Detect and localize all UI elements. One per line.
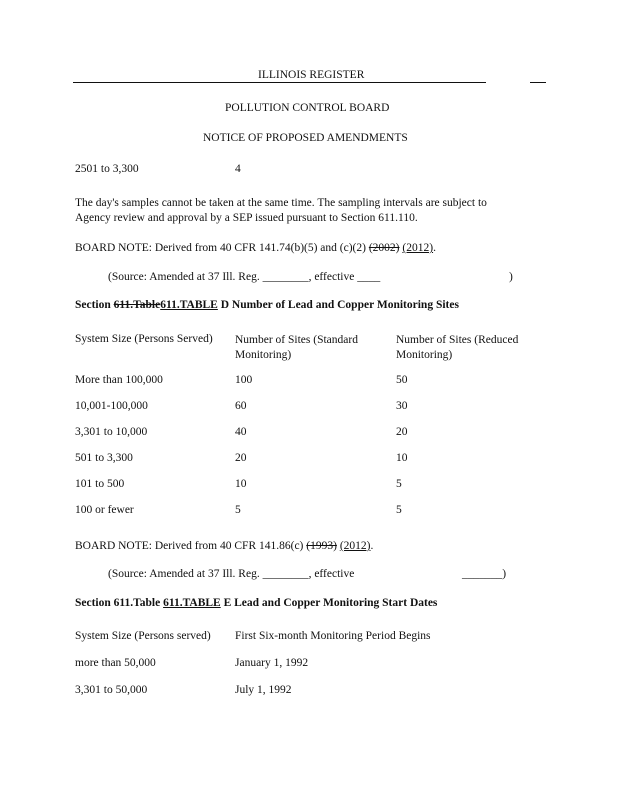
board-note-2 bbox=[75, 540, 373, 552]
table-cell: more than 50,000 bbox=[75, 657, 156, 669]
table-cell: 10 bbox=[396, 452, 408, 464]
table-cell: 50 bbox=[396, 374, 408, 386]
board-note-1-suffix: . bbox=[433, 242, 436, 254]
agency-title: POLLUTION CONTROL BOARD bbox=[225, 102, 390, 114]
table-e-header-size: System Size (Persons served) bbox=[75, 630, 211, 642]
table-d-header-size: System Size (Persons Served) bbox=[75, 333, 213, 345]
section-d-heading bbox=[75, 299, 459, 311]
section-e-prefix: Section 611.Table bbox=[75, 597, 164, 609]
board-note-2-suffix: . bbox=[370, 540, 374, 552]
table-d-header-reduced: Number of Sites (Reduced Monitoring) bbox=[396, 334, 519, 361]
section-d-letter: D bbox=[217, 299, 230, 311]
table-e-header bbox=[75, 630, 555, 660]
table-e-header-period: First Six-month Monitoring Period Begins bbox=[235, 630, 431, 642]
board-note-1-text: BOARD NOTE: Derived from 40 CFR 141.74(b)(5) and (c)(2) bbox=[75, 242, 369, 254]
notice-title: NOTICE OF PROPOSED AMENDMENTS bbox=[203, 132, 408, 144]
section-d-title: Number of Lead and Copper Monitoring Sites bbox=[229, 299, 459, 311]
source-2: (Source: Amended at 37 Ill. Reg. ________, effective bbox=[108, 568, 355, 580]
board-note-2-text: BOARD NOTE: Derived from 40 CFR 141.86(c) bbox=[75, 540, 307, 552]
header-rule-right bbox=[530, 82, 546, 83]
continued-value: 4 bbox=[235, 163, 241, 175]
table-row bbox=[75, 684, 555, 714]
table-cell: 20 bbox=[396, 426, 408, 438]
section-d-prefix: Section bbox=[75, 299, 114, 311]
table-cell: January 1, 1992 bbox=[235, 657, 309, 669]
source-1-end: ) bbox=[509, 271, 513, 283]
table-cell: 10,001-100,000 bbox=[75, 400, 148, 412]
board-note-1 bbox=[75, 242, 436, 254]
continued-size: 2501 to 3,300 bbox=[75, 163, 139, 175]
section-d-inserted: 611.TABLE bbox=[160, 299, 218, 311]
table-cell: 10 bbox=[235, 478, 247, 490]
table-cell: 40 bbox=[235, 426, 247, 438]
board-note-2-inserted: (2012) bbox=[339, 540, 371, 552]
board-note-1-inserted: (2012) bbox=[402, 242, 434, 254]
board-note-1-struck: (2002) bbox=[368, 242, 400, 254]
table-cell: 5 bbox=[396, 478, 402, 490]
table-cell: July 1, 1992 bbox=[235, 684, 292, 696]
table-row bbox=[75, 504, 555, 534]
table-cell: 30 bbox=[396, 400, 408, 412]
table-cell: 3,301 to 10,000 bbox=[75, 426, 148, 438]
section-d-struck: 611.Table bbox=[113, 299, 161, 311]
table-cell: 100 or fewer bbox=[75, 504, 134, 516]
table-cell: 501 to 3,300 bbox=[75, 452, 133, 464]
section-e-letter: E bbox=[220, 597, 232, 609]
table-d-header bbox=[75, 333, 555, 363]
table-cell: More than 100,000 bbox=[75, 374, 163, 386]
table-cell: 20 bbox=[235, 452, 247, 464]
table-d-header-standard: Number of Sites (Standard Monitoring) bbox=[235, 334, 358, 361]
table-cell: 5 bbox=[235, 504, 241, 516]
section-e-title: Lead and Copper Monitoring Start Dates bbox=[231, 597, 438, 609]
table-cell: 5 bbox=[396, 504, 402, 516]
source-1: (Source: Amended at 37 Ill. Reg. ________, effective ____ bbox=[108, 271, 381, 283]
table-cell: 3,301 to 50,000 bbox=[75, 684, 148, 696]
table-cell: 60 bbox=[235, 400, 247, 412]
section-e-heading bbox=[75, 597, 437, 609]
register-title: ILLINOIS REGISTER bbox=[258, 69, 365, 81]
table-cell: 100 bbox=[235, 374, 253, 386]
section-e-inserted: 611.TABLE bbox=[163, 597, 221, 609]
header-rule bbox=[73, 82, 486, 83]
table-row bbox=[75, 657, 555, 687]
table-cell: 101 to 500 bbox=[75, 478, 125, 490]
board-note-2-struck: (1993) bbox=[306, 540, 337, 552]
paragraph-line1: The day's samples cannot be taken at the same time. The sampling intervals are subject to bbox=[75, 197, 487, 209]
source-2-end: _______) bbox=[462, 568, 507, 580]
paragraph-line2: Agency review and approval by a SEP issued pursuant to Section 611.110. bbox=[75, 212, 418, 224]
